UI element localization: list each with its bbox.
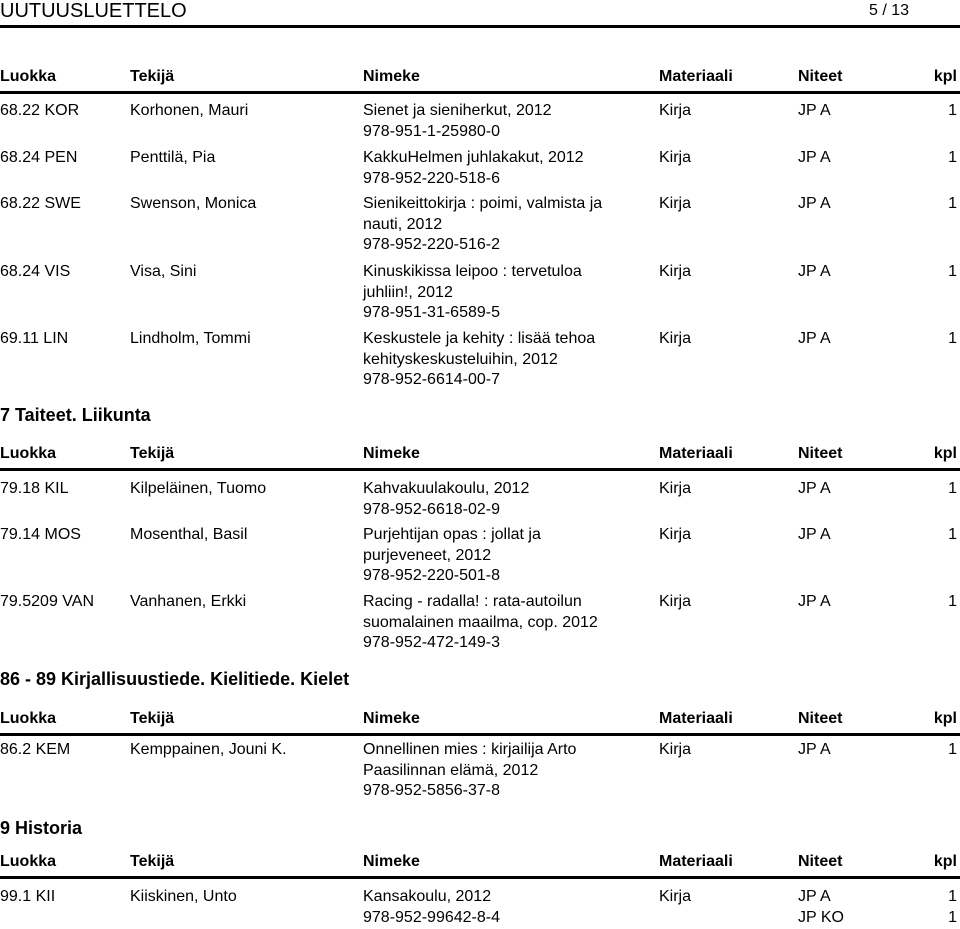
- author-name: Korhonen, Mauri: [130, 102, 249, 119]
- author-name: Vanhanen, Erkki: [130, 593, 247, 610]
- title-line: Sienikeittokirja : poimi, valmista ja: [363, 195, 603, 212]
- copies-count: 1: [948, 480, 957, 497]
- copies-location: JP A: [798, 526, 831, 543]
- author-name: Visa, Sini: [130, 263, 197, 280]
- isbn: 978-952-220-516-2: [363, 236, 500, 253]
- copies-location: JP KO: [798, 908, 844, 926]
- column-header-luokka: Luokka: [0, 710, 57, 727]
- copies-location: JP A: [798, 263, 831, 280]
- copies-count: 1: [948, 149, 957, 166]
- copies-count: 1: [948, 741, 957, 758]
- column-header-nimeke: Nimeke: [363, 853, 420, 870]
- column-header-materiaali: Materiaali: [659, 445, 733, 462]
- column-header-niteet: Niteet: [798, 445, 843, 462]
- column-header-materiaali: Materiaali: [659, 710, 733, 727]
- copies-count: 1: [948, 102, 957, 119]
- column-header-kpl: kpl: [933, 68, 957, 85]
- classification-code: 68.24 PEN: [0, 149, 78, 166]
- classification-code: 68.22 KOR: [0, 102, 80, 119]
- material-type: Kirja: [659, 195, 692, 212]
- isbn: 978-952-99642-8-4: [363, 908, 500, 926]
- author-name: Kemppainen, Jouni K.: [130, 741, 287, 758]
- classification-code: 69.11 LIN: [0, 330, 69, 347]
- column-header-tekija: Tekijä: [130, 445, 175, 462]
- top-rule: [0, 25, 960, 28]
- title-line: purjeveneet, 2012: [363, 546, 492, 564]
- material-type: Kirja: [659, 263, 692, 280]
- material-type: Kirja: [659, 480, 692, 497]
- copies-location: JP A: [798, 888, 831, 905]
- column-header-materiaali: Materiaali: [659, 68, 733, 85]
- copies-location: JP A: [798, 149, 831, 166]
- title-line: KakkuHelmen juhlakakut, 2012: [363, 149, 584, 166]
- copies-location: JP A: [798, 195, 831, 212]
- copies-location: JP A: [798, 741, 831, 758]
- title-line: suomalainen maailma, cop. 2012: [363, 613, 598, 631]
- title-line: Racing - radalla! : rata-autoilun: [363, 593, 582, 610]
- copies-location: JP A: [798, 102, 831, 119]
- isbn: 978-951-31-6589-5: [363, 304, 500, 321]
- column-header-luokka: Luokka: [0, 445, 57, 462]
- material-type: Kirja: [659, 149, 692, 166]
- isbn: 978-952-5856-37-8: [363, 782, 500, 799]
- column-header-luokka: Luokka: [0, 68, 57, 85]
- material-type: Kirja: [659, 741, 692, 758]
- column-header-luokka: Luokka: [0, 853, 57, 870]
- material-type: Kirja: [659, 102, 692, 119]
- material-type: Kirja: [659, 526, 692, 543]
- isbn: 978-952-220-518-6: [363, 169, 500, 187]
- title-line: juhliin!, 2012: [363, 283, 453, 301]
- author-name: Swenson, Monica: [130, 195, 257, 212]
- copies-count: 1: [948, 330, 957, 347]
- column-header-kpl: kpl: [933, 710, 957, 727]
- classification-code: 79.18 KIL: [0, 480, 69, 497]
- header-rule: [0, 91, 960, 94]
- column-header-niteet: Niteet: [798, 710, 843, 727]
- column-header-kpl: kpl: [933, 445, 957, 462]
- column-header-tekija: Tekijä: [130, 710, 175, 727]
- copies-location: JP A: [798, 480, 831, 497]
- column-header-kpl: kpl: [933, 853, 957, 870]
- page-title: UUTUUSLUETTELO: [0, 0, 187, 22]
- isbn: 978-952-472-149-3: [363, 634, 500, 651]
- author-name: Lindholm, Tommi: [130, 330, 251, 347]
- section-title: 86 - 89 Kirjallisuustiede. Kielitiede. Kielet: [0, 669, 350, 689]
- copies-count: 1: [948, 908, 957, 926]
- classification-code: 99.1 KII: [0, 888, 56, 905]
- author-name: Kilpeläinen, Tuomo: [130, 480, 267, 497]
- isbn: 978-952-6618-02-9: [363, 500, 500, 518]
- author-name: Penttilä, Pia: [130, 149, 216, 166]
- title-line: Purjehtijan opas : jollat ja: [363, 526, 541, 543]
- title-line: kehityskeskusteluihin, 2012: [363, 350, 558, 368]
- title-line: Kinuskikissa leipoo : tervetuloa: [363, 263, 582, 280]
- column-header-tekija: Tekijä: [130, 68, 175, 85]
- column-header-nimeke: Nimeke: [363, 445, 420, 462]
- copies-count: 1: [948, 593, 957, 610]
- classification-code: 68.24 VIS: [0, 263, 71, 280]
- column-header-nimeke: Nimeke: [363, 710, 420, 727]
- column-header-tekija: Tekijä: [130, 853, 175, 870]
- isbn: 978-951-1-25980-0: [363, 122, 500, 140]
- copies-count: 1: [948, 263, 957, 280]
- author-name: Mosenthal, Basil: [130, 526, 248, 543]
- classification-code: 79.5209 VAN: [0, 593, 94, 610]
- classification-code: 79.14 MOS: [0, 526, 81, 543]
- column-header-nimeke: Nimeke: [363, 68, 420, 85]
- header-rule: [0, 876, 960, 879]
- copies-count: 1: [948, 195, 957, 212]
- copies-count: 1: [948, 526, 957, 543]
- page-number: 5 / 13: [869, 2, 910, 19]
- column-header-niteet: Niteet: [798, 68, 843, 85]
- material-type: Kirja: [659, 330, 692, 347]
- classification-code: 86.2 KEM: [0, 741, 71, 758]
- column-header-materiaali: Materiaali: [659, 853, 733, 870]
- title-line: Onnellinen mies : kirjailija Arto: [363, 741, 577, 758]
- material-type: Kirja: [659, 888, 692, 905]
- material-type: Kirja: [659, 593, 692, 610]
- header-rule: [0, 468, 960, 471]
- author-name: Kiiskinen, Unto: [130, 888, 237, 905]
- title-line: Keskustele ja kehity : lisää tehoa: [363, 330, 596, 347]
- copies-location: JP A: [798, 593, 831, 610]
- copies-location: JP A: [798, 330, 831, 347]
- title-line: Paasilinnan elämä, 2012: [363, 761, 539, 779]
- isbn: 978-952-220-501-8: [363, 567, 500, 584]
- isbn: 978-952-6614-00-7: [363, 371, 500, 388]
- copies-count: 1: [948, 888, 957, 905]
- title-line: Kansakoulu, 2012: [363, 888, 492, 905]
- section-title: 7 Taiteet. Liikunta: [0, 405, 151, 425]
- header-rule: [0, 733, 960, 736]
- section-title: 9 Historia: [0, 818, 83, 838]
- title-line: nauti, 2012: [363, 215, 443, 233]
- title-line: Kahvakuulakoulu, 2012: [363, 480, 530, 497]
- column-header-niteet: Niteet: [798, 853, 843, 870]
- classification-code: 68.22 SWE: [0, 195, 81, 212]
- title-line: Sienet ja sieniherkut, 2012: [363, 102, 552, 119]
